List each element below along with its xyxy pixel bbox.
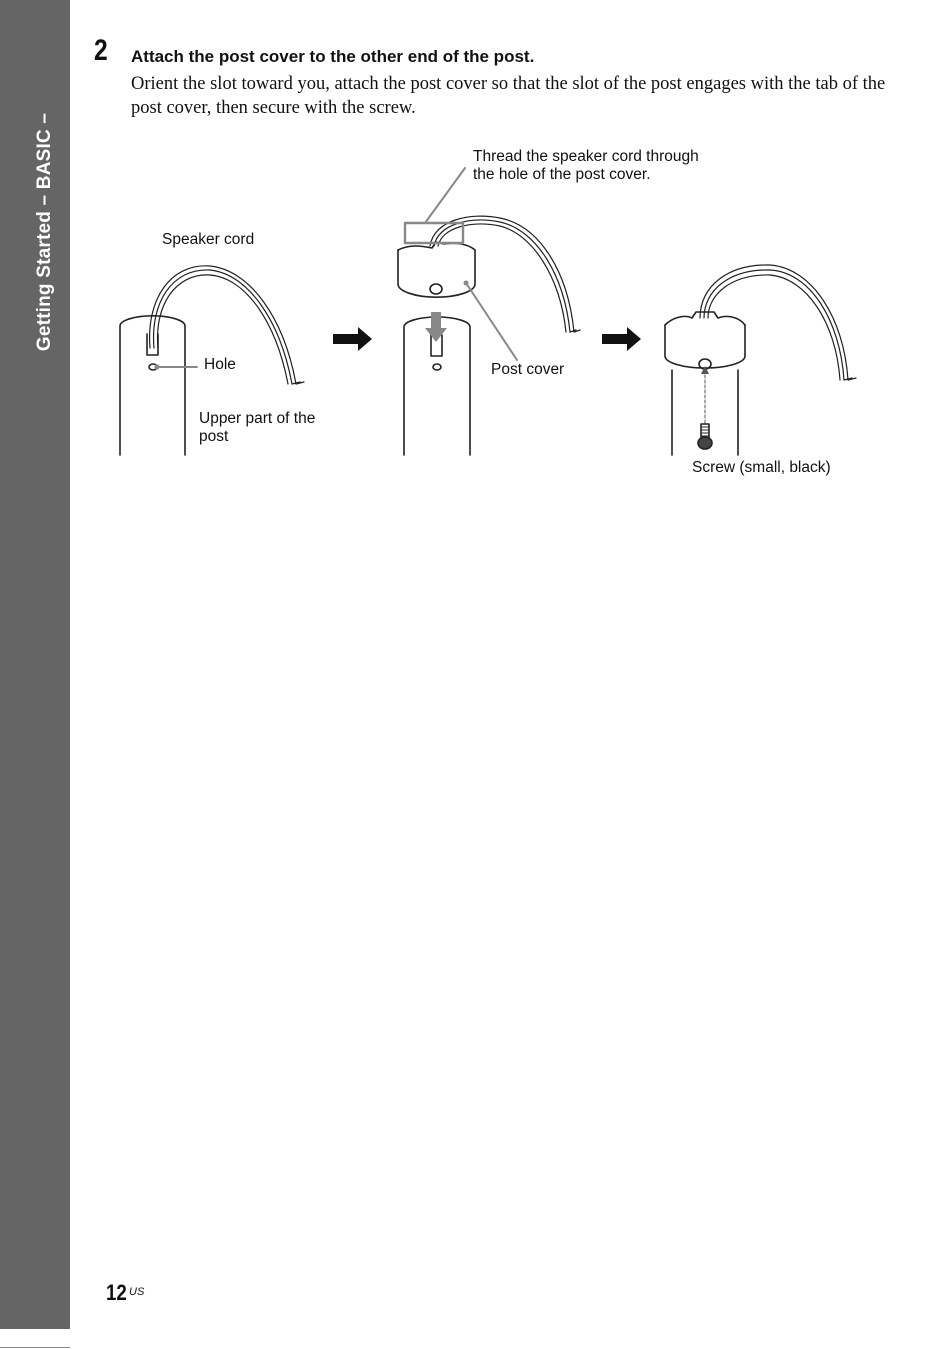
label-thread-line1: Thread the speaker cord through xyxy=(473,148,699,165)
screw-icon xyxy=(698,424,712,449)
post-slot-1 xyxy=(147,334,158,355)
page-suffix: US xyxy=(129,1286,145,1298)
speaker-cord-2 xyxy=(430,216,580,332)
page-number: 12 xyxy=(106,1280,127,1305)
speaker-cord-3 xyxy=(700,265,856,380)
step-number: 2 xyxy=(94,34,108,67)
arrow-1 xyxy=(333,327,372,351)
label-post-cover: Post cover xyxy=(491,361,565,378)
label-speaker-cord: Speaker cord xyxy=(162,231,255,248)
step-body: Orient the slot toward you, attach the post cover so that the slot of the post engages with the tab of the post cover, then secure with the screw. xyxy=(131,74,886,118)
arrow-2 xyxy=(602,327,641,351)
assembly-illustration xyxy=(0,0,950,500)
step-heading: Attach the post cover to the other end of the post. xyxy=(131,47,535,66)
label-upper-part-line1: Upper part of the xyxy=(199,410,316,427)
label-hole: Hole xyxy=(204,356,236,373)
post-panel-1 xyxy=(120,316,185,455)
thread-callout xyxy=(425,168,465,223)
label-upper-part-line2: post xyxy=(199,428,229,445)
section-label: Getting Started – BASIC – xyxy=(34,112,55,352)
label-thread-line2: the hole of the post cover. xyxy=(473,166,651,183)
post-cover-2 xyxy=(398,242,475,297)
post-cover-callout xyxy=(466,283,517,360)
thread-highlight-box xyxy=(405,223,463,243)
label-screw: Screw (small, black) xyxy=(692,459,831,476)
sidebar-divider xyxy=(0,1347,70,1348)
